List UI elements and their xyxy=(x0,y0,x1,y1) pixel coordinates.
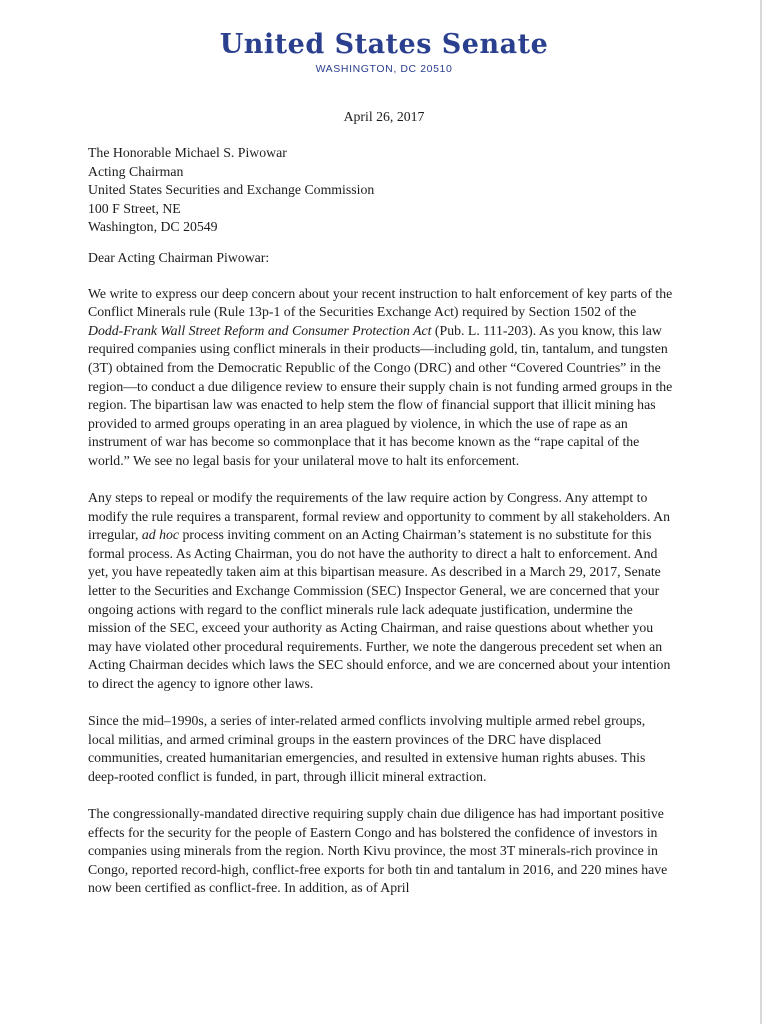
senate-letterhead-address: WASHINGTON, DC 20510 xyxy=(315,63,453,75)
act-title: Dodd-Frank Wall Street Reform and Consumer Protection Act xyxy=(88,322,432,338)
letter-date: April 26, 2017 xyxy=(343,109,425,124)
recipient-city: Washington, DC 20549 xyxy=(88,219,218,235)
salutation: Dear Acting Chairman Piwowar: xyxy=(88,249,270,265)
paragraph-4: The congressionally-mandated directive requiring supply chain due diligence has had important positive effects for the security for the people of Eastern Congo and has bolstered the confidence of investors in companies using minerals from the region. North Kivu province, the most 3T minerals-rich province in Congo, reported record-high, conflict-free exports for both tin and tantalum in 2016, and 220 mines have now been certified as conflict-free. In addition, as of April xyxy=(88,805,668,896)
senate-letterhead-title: United States Senate xyxy=(219,29,549,60)
paragraph-2 xyxy=(88,489,673,694)
ad-hoc-term: ad hoc xyxy=(141,527,180,543)
recipient-street: 100 F Street, NE xyxy=(88,200,181,216)
recipient-name: The Honorable Michael S. Piwowar xyxy=(88,145,287,160)
letterhead xyxy=(0,30,768,76)
recipient-title: Acting Chairman xyxy=(88,163,184,179)
paragraph-2-text-a: Any steps to repeal or modify the requirements of the law require action by Congress. Any attempt to modify the rule requires a transparent, formal review and opportunity to comment by all stakeholders. An irregular, xyxy=(88,490,670,543)
letter-body xyxy=(88,144,673,916)
paragraph-2-text-b: process inviting comment on an Acting Chairman’s statement is no substitute for this formal process. As Acting Chairman, you do not have the authority to direct a halt to enforcement. And yet, you have repeatedly taken aim at this bipartisan measure. As described in a March 29, 2017, Senate letter to the Securities and Exchange Commission (SEC) Inspector General, we are concerned that your ongoing actions with regard to the conflict minerals rule lack adequate justification, undermine the mission of the SEC, exceed your authority as Acting Chairman, and raise questions about whether you may have violated other procedural requirements. Further, we note the dangerous precedent set when an Acting Chairman decides which laws the SEC should enforce, and we are concerned about your intention to direct the agency to ignore other laws. xyxy=(88,527,671,691)
paragraph-1 xyxy=(88,285,673,471)
paragraph-1-text-a: We write to express our deep concern about your recent instruction to halt enforcement of key parts of the Conflict Minerals rule (Rule 13p-1 of the Securities Exchange Act) required by Section 1502 of the xyxy=(88,285,673,320)
recipient-address-block xyxy=(88,144,673,237)
recipient-organization: United States Securities and Exchange Commission xyxy=(88,182,375,198)
paragraph-3: Since the mid–1990s, a series of inter-related armed conflicts involving multiple armed rebel groups, local militias, and armed criminal groups in the eastern provinces of the DRC have displaced communities, created humanitarian emergencies, and resulted in extensive human rights abuses. This deep-rooted conflict is funded, in part, through illicit mineral extraction. xyxy=(88,713,646,784)
paragraph-1-text-b: (Pub. L. 111-203). As you know, this law required companies using conflict minerals in their products—including gold, tin, tantalum, and tungsten (3T) obtained from the Democratic Republic of the Congo (DRC) and other “Covered Countries” in the region—to conduct a due diligence review to ensure their supply chain is not funding armed groups in the region. The bipartisan law was enacted to help stem the flow of financial support that illicit mining has provided to armed groups operating in an area plagued by violence, in which the use of rape as an instrument of war has become so commonplace that it has become known as the “rape capital of the world.” We see no legal basis for your unilateral move to halt its enforcement. xyxy=(88,322,673,468)
page-edge-line xyxy=(760,0,762,1024)
